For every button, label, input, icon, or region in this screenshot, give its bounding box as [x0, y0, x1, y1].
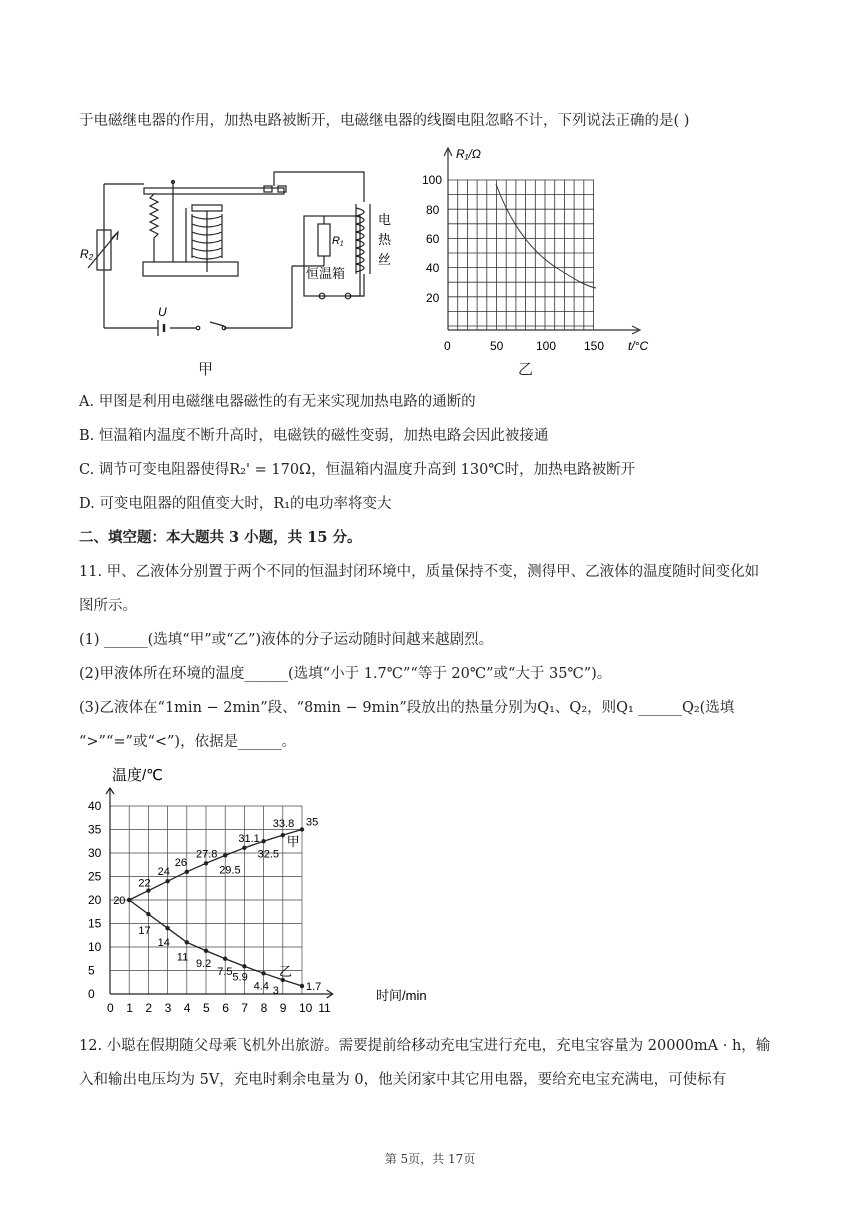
chart-point: [242, 846, 246, 850]
chart-point: [242, 964, 246, 968]
chart-x-tick: 7: [241, 1001, 249, 1015]
chart-y-tick: 40: [88, 799, 102, 813]
chart-data-label: 7.5: [217, 965, 233, 978]
chart-data-label: 17: [138, 925, 151, 938]
rt-ytick: 60: [426, 232, 440, 246]
chart-x-tick: 0: [107, 1001, 114, 1015]
figure-yi-label: 乙: [518, 360, 534, 378]
chart-point: [204, 861, 208, 865]
chart-data-label: 26: [174, 856, 188, 869]
chart-data-label: 11: [176, 951, 189, 964]
chart-data-label: 5.9: [232, 971, 248, 984]
rt-ytick: 40: [426, 261, 440, 275]
chart-point: [261, 971, 265, 975]
option-b: B. 恒温箱内温度不断升高时，电磁铁的磁性变弱，加热电路会因此被接通: [79, 428, 549, 444]
r1-label: R₁: [332, 235, 344, 247]
rt-ytick: 100: [422, 173, 443, 187]
chart-data-label: 14: [157, 937, 170, 950]
q12-line-2: 入和输出电压均为 5V，充电时剩余电量为 0，他关闭家中其它用电器，要给充电宝充满电，可使标有: [79, 1072, 727, 1088]
q11-line-2: 图所示。: [79, 598, 137, 614]
chart-series-label: 甲: [286, 833, 300, 849]
chart-data-label: 27.8: [196, 848, 218, 861]
chart-data-label: 31.1: [238, 832, 260, 845]
chart-point: [127, 898, 131, 902]
chart-x-tick: 4: [183, 1001, 191, 1015]
chart-data-label: 3: [272, 984, 279, 997]
q11-part-2: (2)甲液体所在环境的温度______(选填“小于 1.7℃”“等于 20℃”或“大于 35℃”)。: [79, 666, 612, 682]
page-footer: 第 5页，共 17页: [384, 1152, 476, 1166]
rt-ylabel: R₁/Ω: [456, 147, 481, 161]
r2-label: R₂: [80, 247, 94, 261]
thermostat-box-label: 恒温箱: [306, 266, 346, 281]
chart-series-label: 乙: [278, 964, 292, 980]
option-c: C. 调节可变电阻器使得R₂' = 170Ω，恒温箱内温度升高到 130℃时，加热电路被断开: [79, 462, 636, 478]
option-d: D. 可变电阻器的阻值变大时，R₁的电功率将变大: [79, 496, 392, 512]
chart-point: [261, 839, 265, 843]
chart-point: [300, 827, 304, 831]
q11-line-1: 11. 甲、乙液体分别置于两个不同的恒温封闭环境中，质量保持不变，测得甲、乙液体的温度随时间变化如: [79, 564, 760, 580]
figure-jia-label: 甲: [198, 360, 214, 378]
chart-data-label: 22: [138, 877, 151, 890]
voltage-label: U: [158, 305, 167, 319]
rt-ytick: 20: [426, 291, 440, 305]
chart-x-tick: 11: [318, 1001, 331, 1015]
rt-xtick: 50: [490, 339, 504, 353]
chart-data-label: 1.7: [306, 981, 322, 994]
chart-data-label: 4.4: [253, 980, 269, 993]
q11-part-3b: “>”“=”或“<”)，依据是______。: [79, 734, 297, 750]
option-a: A. 甲图是利用电磁继电器磁性的有无来实现加热电路的通断的: [79, 394, 476, 410]
chart-x-tick: 6: [222, 1001, 229, 1015]
chart-data-label: 9.2: [196, 957, 212, 970]
chart-x-tick: 8: [260, 1001, 268, 1015]
q12-line-1: 12. 小聪在假期随父母乘飞机外出旅游。需要提前给移动充电宝进行充电，充电宝容量为 20000mA · h，输: [79, 1038, 771, 1054]
chart-x-tick: 1: [126, 1001, 133, 1015]
chart-ylabel: 温度/℃: [112, 767, 164, 784]
chart-y-tick: 10: [88, 940, 102, 954]
temperature-time-chart: [78, 762, 438, 1018]
q11-part-3a: (3)乙液体在“1min − 2min”段、“8min − 9min”段放出的热量分别为Q₁、Q₂，则Q₁ ______Q₂(选填: [79, 700, 735, 716]
chart-y-tick: 35: [88, 822, 102, 837]
chart-x-tick: 3: [164, 1001, 172, 1015]
chart-x-tick: 10: [299, 1001, 313, 1015]
rt-xtick: 150: [584, 339, 605, 353]
chart-data-label: 35: [306, 816, 319, 829]
chart-point: [300, 984, 304, 988]
rt-xlabel: t/°C: [628, 339, 649, 353]
q11-part-1: (1) ______(选填“甲”或“乙”)液体的分子运动随时间越来越剧烈。: [79, 632, 494, 648]
chart-x-tick: 2: [145, 1001, 153, 1015]
chart-data-label: 24: [157, 866, 170, 879]
chart-data-label: 32.5: [257, 848, 280, 861]
rt-ytick: 80: [426, 203, 440, 217]
heater-label-3: 丝: [378, 252, 392, 267]
chart-series-line: [129, 830, 302, 901]
chart-point: [185, 870, 189, 874]
chart-point: [223, 853, 227, 857]
relay-circuit-diagram: [78, 150, 398, 350]
chart-y-tick: 15: [88, 916, 102, 931]
chart-y-tick: 30: [88, 846, 102, 860]
chart-x-tick: 5: [203, 1001, 210, 1015]
chart-xlabel: 时间/min: [376, 988, 427, 1003]
chart-point: [165, 926, 169, 930]
chart-data-label: 33.8: [272, 818, 295, 831]
chart-series-line: [129, 900, 302, 986]
chart-data-label: 20: [113, 895, 126, 907]
section-heading: 二、填空题：本大题共 3 小题，共 15 分。: [79, 529, 362, 546]
heater-label-2: 热: [378, 232, 392, 247]
chart-y-tick: 25: [88, 869, 102, 884]
chart-point: [146, 912, 150, 916]
heater-label-1: 电: [378, 212, 392, 227]
chart-point: [204, 949, 208, 953]
chart-point: [185, 940, 189, 944]
chart-y-tick: 20: [88, 893, 102, 907]
chart-data-label: 29.5: [219, 864, 241, 877]
chart-x-tick: 9: [279, 1001, 287, 1015]
chart-point: [223, 957, 227, 961]
resistance-temperature-graph: [410, 142, 670, 362]
rt-xtick: 0: [444, 339, 451, 353]
rt-xtick: 100: [536, 339, 557, 353]
chart-point: [165, 879, 169, 883]
chart-y-tick: 5: [88, 963, 95, 978]
chart-y-tick: 0: [88, 987, 95, 1001]
chart-point: [281, 833, 285, 837]
question-intro-line: 于电磁继电器的作用，加热电路被断开，电磁继电器的线圈电阻忽略不计，下列说法正确的是( ): [79, 113, 690, 129]
